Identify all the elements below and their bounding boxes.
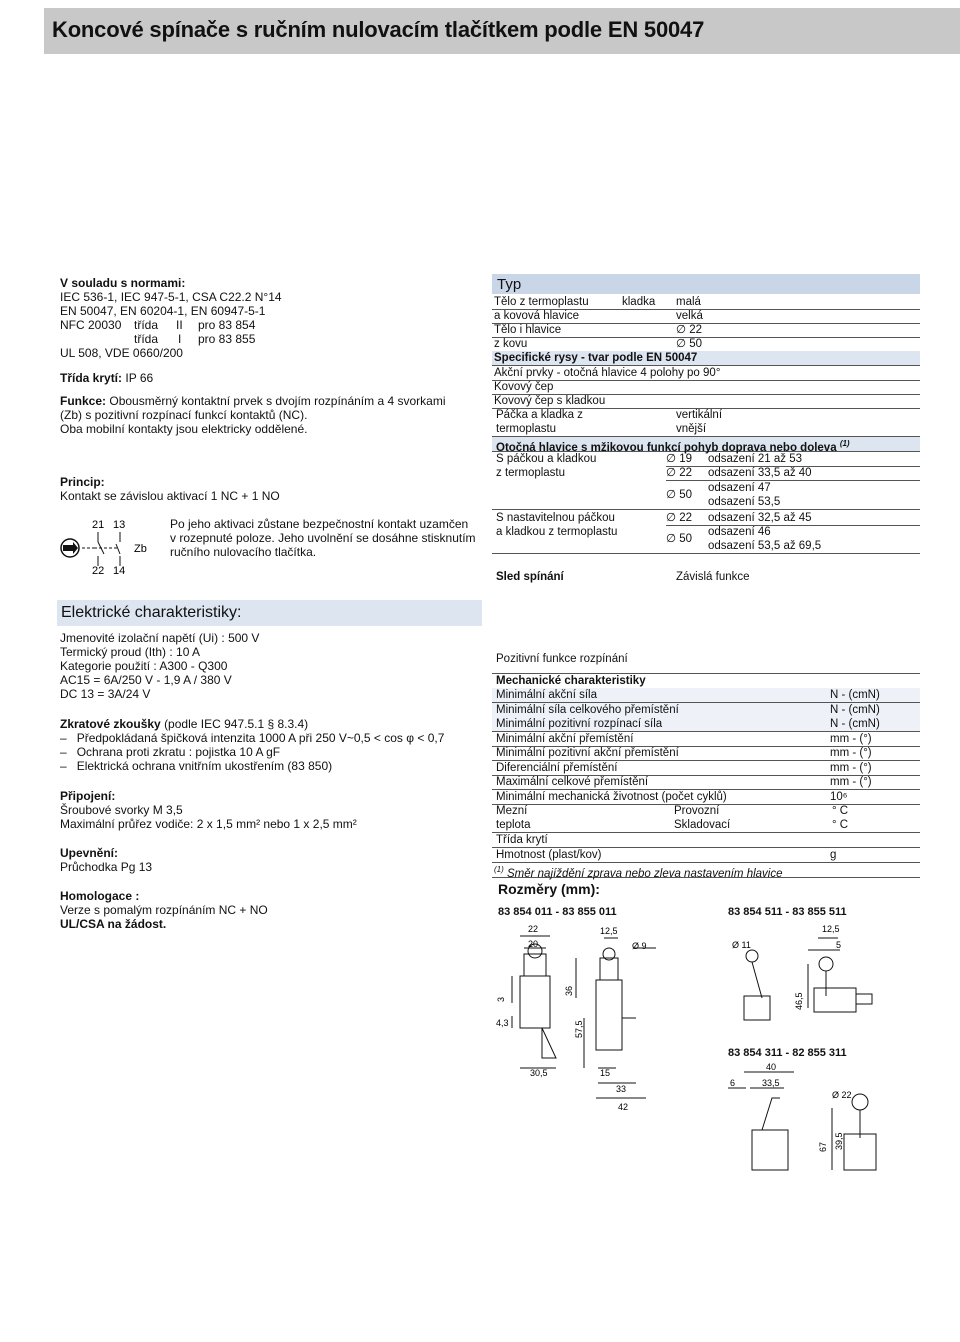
cell: S páčkou a kladkou: [496, 453, 597, 465]
cell: Sled spínání: [496, 571, 564, 583]
mech-row-label: Minimální akční síla: [496, 689, 597, 701]
dim-label: Ø 11: [732, 940, 751, 950]
mech-header: [492, 673, 920, 689]
dim-label: 5: [836, 940, 842, 950]
mech-row-unit: N - (cmN): [830, 703, 880, 716]
homologation-line: Verze s pomalým rozpínáním NC + NO: [60, 903, 268, 917]
mech-row: [492, 804, 920, 818]
cell: a kladkou z termoplastu: [496, 526, 618, 538]
cell: Mezní: [496, 805, 528, 817]
dim-label: 33: [616, 1084, 627, 1094]
dim-label: 22: [528, 924, 539, 934]
function-text: Oba mobilní kontakty jsou elektricky oddělené.: [60, 422, 308, 436]
cell: odsazení 53,5 až 69,5: [708, 540, 822, 552]
mech-row: [492, 746, 920, 761]
typ-row: [492, 295, 920, 310]
terminal-21: 21: [92, 519, 105, 531]
mech-row-unit: mm - (°): [830, 747, 872, 759]
short-test-line: [60, 717, 308, 731]
typ-row: [492, 570, 920, 584]
cell: z termoplastu: [496, 467, 566, 479]
protection-line: [60, 371, 153, 385]
dim-label: 46,5: [794, 992, 804, 1010]
typ-row: [492, 422, 920, 437]
cell: ∅ 22: [666, 467, 693, 479]
mech-row-label: Maximální celkové přemístění: [496, 776, 649, 788]
terminal-13: 13: [113, 519, 126, 531]
dims-heading: Rozměry (mm):: [498, 881, 600, 897]
mech-row: [492, 717, 920, 732]
mech-row-unit: mm - (°): [830, 732, 872, 745]
nfc-code: NFC 20030: [60, 318, 122, 332]
short-note: (podle IEC 947.5.1 § 8.3.4): [164, 717, 309, 731]
mech-row-label: Diferenciální přemístění: [496, 761, 618, 774]
typ-header: [492, 274, 920, 294]
mech-row-unit: mm - (°): [830, 776, 872, 788]
function-line: [60, 394, 446, 408]
dim-label: 42: [618, 1102, 629, 1112]
principle-heading: Princip:: [60, 475, 105, 489]
mech-row-unit: N - (cmN): [830, 718, 880, 730]
cell: Provozní: [674, 805, 720, 817]
mech-row: [492, 688, 920, 703]
ul-line: UL 508, VDE 0660/200: [60, 346, 183, 360]
cell: g: [830, 849, 837, 861]
typ-row: [492, 539, 920, 554]
dim-label: 39,5: [834, 1132, 844, 1150]
model-1: 83 854 011 - 83 855 011: [498, 906, 617, 918]
mech-row-unit: N - (cmN): [830, 689, 880, 701]
typ-row: [492, 380, 920, 395]
function-label: Funkce:: [60, 394, 107, 408]
cell: Skladovací: [674, 819, 731, 831]
dim-label: Ø 9: [632, 941, 647, 951]
cell: Tělo z termoplastu: [494, 296, 589, 308]
typ-row: [492, 466, 920, 480]
mech-row-label: Minimální mechanická životnost (počet cyklů): [496, 790, 727, 803]
cell: Kovový čep s kladkou: [494, 395, 606, 407]
mech-row: [492, 818, 920, 833]
short-item-text: Předpokládaná špičková intenzita 1000 A při 250 V~0,5 < cos φ < 0,7: [76, 731, 445, 745]
mech-row-label: Minimální pozitivní akční přemístění: [496, 747, 679, 759]
dimension-drawing-3: [722, 1058, 892, 1178]
cell: termoplastu: [496, 423, 557, 435]
short-heading: Zkratové zkoušky: [60, 717, 161, 731]
dim-label: 15: [600, 1068, 611, 1078]
dim-label: 3: [496, 996, 506, 1002]
nfc-pro: pro 83 854: [198, 318, 256, 332]
cell: a kovová hlavice: [494, 310, 580, 322]
dim-label: 57,5: [574, 1020, 584, 1038]
cell: ∅ 50: [676, 338, 703, 350]
cell: odsazení 32,5 až 45: [708, 512, 812, 524]
short-item: – Předpokládaná špičková intenzita 1000 A při 250 V~0,5 < cos φ < 0,7: [60, 731, 445, 745]
dim-label: 12,5: [600, 926, 618, 936]
cell: vertikální: [676, 409, 723, 421]
typ-row: [492, 652, 920, 666]
nfc-class: třída: [134, 332, 159, 346]
mech-row-label: Minimální akční přemístění: [496, 732, 634, 745]
short-item: – Elektrická ochrana vnitřním ukostřením (83 850): [60, 759, 333, 773]
mech-row-label: Minimální síla celkového přemístění: [496, 703, 679, 716]
nfc-pro: pro 83 855: [198, 332, 256, 346]
cell: odsazení 21 až 53: [708, 453, 802, 465]
dim-label: 36: [564, 985, 574, 996]
contact-schematic: [58, 514, 158, 578]
principle-text: Kontakt se závislou aktivací 1 NC + 1 NO: [60, 489, 280, 503]
cell: malá: [676, 296, 701, 308]
cell: ∅ 50: [666, 489, 693, 501]
cell: odsazení 53,5: [708, 496, 781, 508]
dim-label: 6: [730, 1078, 736, 1088]
mech-row: [492, 703, 920, 718]
cell: Akční prvky - otočná hlavice 4 polohy po 90°: [494, 367, 721, 379]
mech-row: [492, 848, 920, 863]
homologation-heading: Homologace :: [60, 889, 140, 903]
electrical-line: Jmenovité izolační napětí (Ui) : 500 V: [60, 631, 260, 645]
cell: odsazení 46: [708, 526, 771, 538]
cell: Hmotnost (plast/kov): [496, 849, 602, 861]
homologation-bold: UL/CSA na žádost.: [60, 917, 167, 931]
short-item-text: Ochrana proti zkratu : pojistka 10 A gF: [76, 745, 281, 759]
terminal-22: 22: [92, 565, 105, 577]
typ-row: [492, 323, 920, 338]
cell: Specifické rysy - tvar podle EN 50047: [494, 352, 698, 364]
mech-row-label: Minimální pozitivní rozpínací síla: [496, 718, 663, 730]
electrical-header: [57, 600, 482, 626]
mech-row: [492, 833, 920, 848]
title-bar: [44, 8, 960, 54]
dim-label: 4,3: [496, 1018, 509, 1028]
dim-label: 33,5: [762, 1078, 780, 1088]
mech-row-unit: mm - (°): [830, 761, 872, 774]
protection-value: IP 66: [125, 371, 154, 385]
typ-row: [492, 337, 920, 352]
cell: odsazení 33,5 až 40: [708, 467, 812, 479]
cell: ° C: [832, 819, 849, 831]
typ-row: [492, 351, 920, 366]
cell: Tělo i hlavice: [494, 324, 562, 336]
mech-row: [492, 790, 920, 805]
dim-label: 12,5: [822, 924, 840, 934]
connection-heading: Připojení:: [60, 789, 116, 803]
electrical-heading: Elektrické charakteristiky:: [61, 604, 242, 621]
cell: Páčka a kladka z: [496, 409, 583, 421]
principle-note: Po jeho aktivaci zůstane bezpečnostní kontakt uzamčen: [170, 517, 469, 531]
cell: Třída krytí: [496, 834, 548, 846]
electrical-line: Termický proud (Ith) : 10 A: [60, 645, 201, 659]
cell: Pozitivní funkce rozpínání: [496, 653, 628, 665]
electrical-line: AC15 = 6A/250 V - 1,9 A / 380 V: [60, 673, 232, 687]
electrical-line: Kategorie použití : A300 - Q300: [60, 659, 228, 673]
short-item-text: Elektrická ochrana vnitřním ukostřením (83 850): [76, 759, 333, 773]
cell: ° C: [832, 805, 849, 817]
typ-row: [492, 495, 920, 510]
typ-row: [492, 408, 920, 422]
cell: S nastavitelnou páčkou: [496, 512, 615, 524]
mech-row: [492, 775, 920, 790]
footnote-mark: (1): [494, 865, 504, 874]
protection-label: Třída krytí:: [60, 371, 123, 385]
mech-footnote: [492, 863, 920, 878]
dim-label: 67: [818, 1141, 828, 1152]
mech-heading: Mechanické charakteristiky: [496, 675, 646, 687]
fixing-line: Průchodka Pg 13: [60, 860, 153, 874]
cell: kladka: [622, 296, 656, 308]
function-text: (Zb) s pozitivní rozpínací funkcí kontaktů (NC).: [60, 408, 308, 422]
fixing-heading: Upevnění:: [60, 846, 119, 860]
rot-head-text: Otočná hlavice s mžikovou funkcí pohyb doprava nebo doleva: [496, 441, 837, 454]
cell: ∅ 22: [666, 512, 693, 524]
short-item: – Ochrana proti zkratu : pojistka 10 A gF: [60, 745, 281, 759]
typ-row: [492, 366, 920, 381]
label-zb: Zb: [134, 543, 147, 555]
electrical-line: DC 13 = 3A/24 V: [60, 687, 151, 701]
dim-label: Ø 22: [832, 1090, 852, 1100]
footnote-mark: (1): [839, 439, 850, 448]
dim-label: 40: [766, 1062, 777, 1072]
cell: ∅ 50: [666, 533, 693, 545]
cell: odsazení 47: [708, 482, 771, 494]
cell: teplota: [496, 819, 531, 831]
typ-heading: Typ: [497, 276, 522, 293]
model-2: 83 854 511 - 83 855 511: [728, 906, 847, 918]
model-3: 83 854 311 - 82 855 311: [728, 1047, 847, 1059]
cell: z kovu: [494, 338, 528, 350]
function-text: Obousměrný kontaktní prvek s dvojím rozpínáním a 4 svorkami: [109, 394, 446, 408]
cell: Závislá funkce: [676, 571, 750, 583]
typ-row: [492, 452, 920, 466]
nfc-class: třída: [134, 318, 159, 332]
mech-row: [492, 761, 920, 776]
footnote-text: Směr najíždění zprava nebo zleva nastavením hlavice: [506, 867, 783, 880]
nfc-num: II: [176, 318, 183, 332]
cell: ∅ 22: [676, 324, 703, 336]
connection-line: Šroubové svorky M 3,5: [60, 803, 183, 817]
nfc-num: I: [178, 332, 182, 346]
cell: vnější: [676, 423, 707, 435]
typ-row: [492, 309, 920, 324]
typ-row: [492, 437, 920, 452]
norms-heading: V souladu s normami:: [60, 276, 186, 290]
terminal-14: 14: [113, 565, 126, 577]
dim-label: 30,5: [530, 1068, 548, 1078]
dim-label: 20: [528, 939, 539, 949]
norm-line: EN 50047, EN 60204-1, EN 60947-5-1: [60, 304, 266, 318]
cell: velká: [676, 310, 703, 322]
mech-row: [492, 732, 920, 747]
norm-line: IEC 536-1, IEC 947-5-1, CSA C22.2 N°14: [60, 290, 282, 304]
connection-line: Maximální průřez vodiče: 2 x 1,5 mm² nebo 1 x 2,5 mm²: [60, 817, 357, 831]
cell: Kovový čep: [494, 381, 554, 393]
page-title: Koncové spínače s ručním nulovacím tlačítkem podle EN 50047: [52, 17, 705, 42]
dimension-drawing-2: [722, 918, 892, 1028]
cell: ∅ 19: [666, 453, 693, 465]
principle-note: ručního nulovacího tlačítka.: [170, 545, 317, 559]
typ-row: [492, 394, 920, 409]
mech-row-unit: 10⁶: [830, 790, 848, 803]
dimension-drawing-1: [486, 918, 716, 1118]
actuator-arrow-icon: [61, 539, 79, 557]
typ-row: [492, 511, 920, 525]
principle-note: v rozepnuté poloze. Jeho uvolnění se dosáhne stisknutím: [170, 531, 476, 545]
